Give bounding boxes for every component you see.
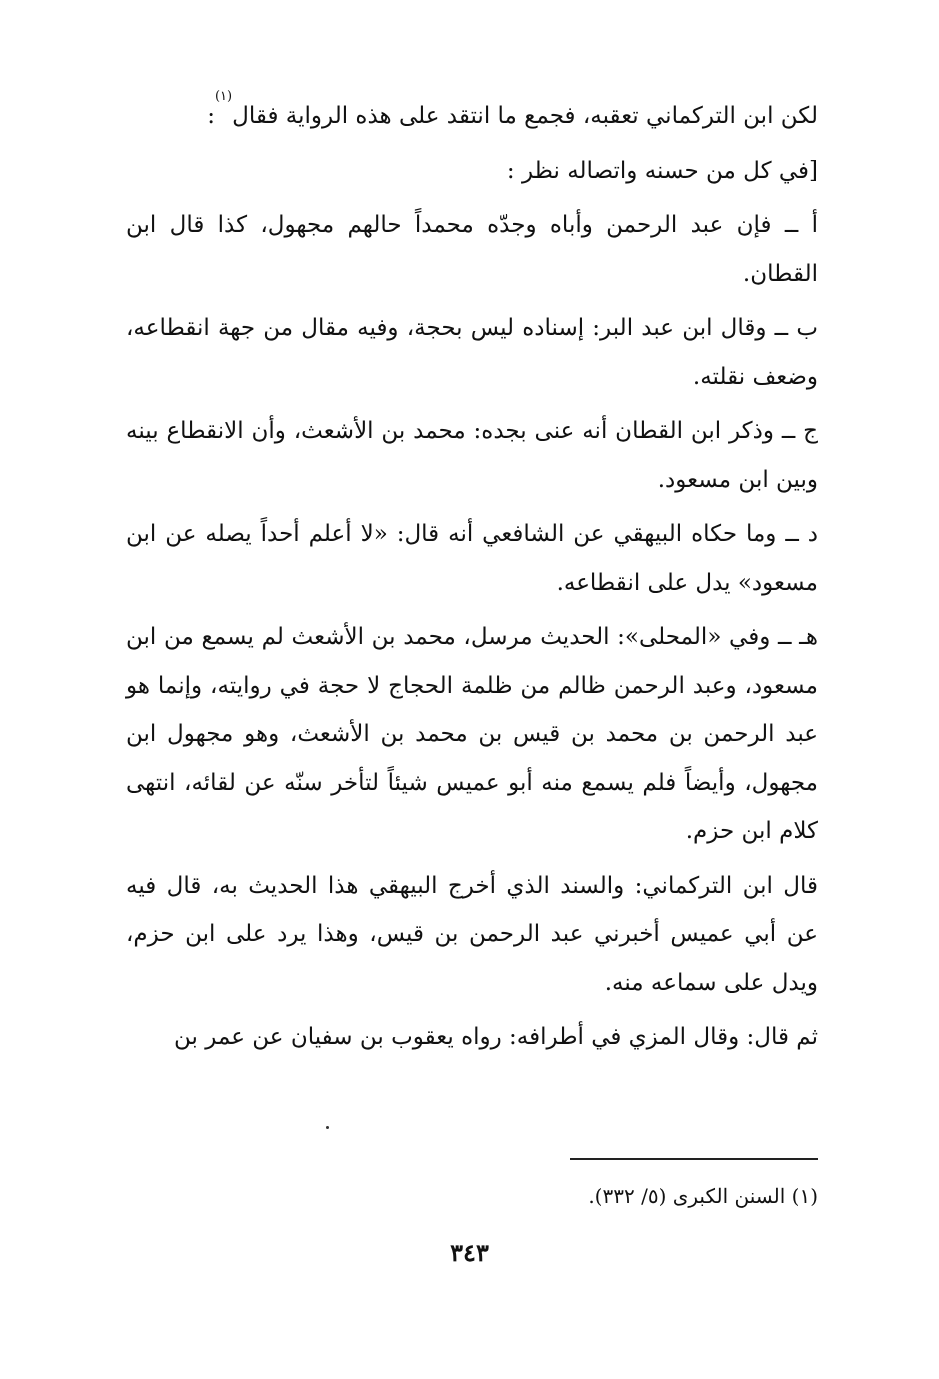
stray-dot xyxy=(326,1126,329,1129)
paragraph-point-c: ج ــ وذكر ابن القطان أنه عنى بجده: محمد بن الأشعث، وأن الانقطاع بينه وبين ابن مسعود. xyxy=(126,418,818,493)
paragraph-point-a: أ ــ فإن عبد الرحمن وأباه وجدّه محمداً حالهم مجهول، كذا قال ابن القطان. xyxy=(126,212,818,287)
footnote-divider xyxy=(570,1158,818,1160)
footnote: (١) السنن الكبرى (٥/ ٣٣٢). xyxy=(588,1184,818,1208)
paragraph-quote-start: [في كل من حسنه واتصاله نظر : xyxy=(506,157,818,184)
paragraph-intro-text: لكن ابن التركماني تعقبه، فجمع ما انتقد على هذه الرواية فقال xyxy=(232,103,818,129)
paragraph-intro-colon: : xyxy=(207,103,215,129)
paragraph-intro xyxy=(126,89,818,141)
paragraph-turkmani: قال ابن التركماني: والسند الذي أخرج البيهقي هذا الحديث به، قال فيه عن أبي عميس أخبرني عبد الرحمن بن قيس، وهذا يرد على ابن حزم، ويدل على سماعه منه. xyxy=(126,872,818,996)
paragraph-point-b: ب ــ وقال ابن عبد البر: إسناده ليس بحجة، وفيه مقال من جهة انقطاعه، وضعف نقلته. xyxy=(126,315,818,390)
paragraph-mizzi: ثم قال: وقال المزي في أطرافه: رواه يعقوب بن سفيان عن عمر بن xyxy=(174,1024,818,1050)
paragraph-point-e: هـ ــ وفي «المحلى»: الحديث مرسل، محمد بن الأشعث لم يسمع من ابن مسعود، وعبد الرحمن ظالم من ظلمة الحجاج لا حجة في روايته، وإنما هو عبد الرحمن بن محمد بن قيس بن محمد بن الأشعث، وهو مجهول ابن مجهول، وأيضاً فلم يسمع منه أبو عميس شيئاً لتأخر سنّه عن لقائه، انتهى كلام ابن حزم. xyxy=(126,624,818,844)
main-text xyxy=(126,89,818,1068)
paragraph-point-d: د ــ وما حكاه البيهقي عن الشافعي أنه قال: «لا أعلم أحداً يصله عن ابن مسعود» يدل على انقطاعه. xyxy=(126,521,818,596)
page-number: ٣٤٣ xyxy=(450,1238,489,1267)
footnote-marker[interactable]: (١) xyxy=(214,89,233,104)
